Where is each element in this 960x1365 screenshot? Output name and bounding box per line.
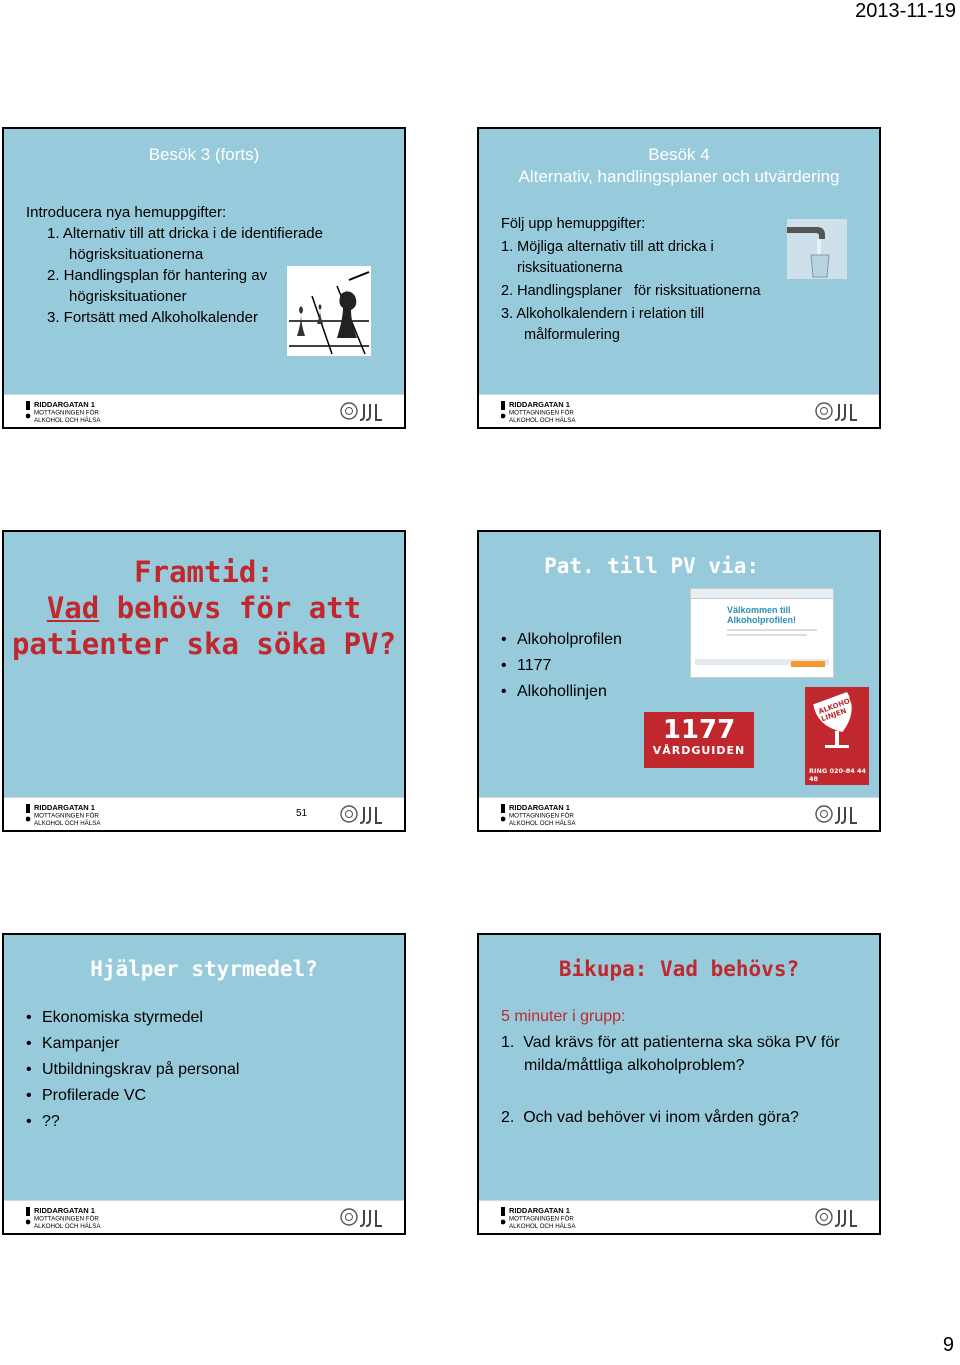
svg-text:ALKOHOL OCH HÄLSA: ALKOHOL OCH HÄLSA <box>34 820 101 826</box>
slide-title: Besök 4 <box>648 145 710 164</box>
question-1-cont: milda/måttliga alkoholproblem? <box>524 1057 745 1074</box>
svg-text:MOTTAGNINGEN FÖR: MOTTAGNINGEN FÖR <box>34 812 99 820</box>
landsting-logos <box>815 400 859 422</box>
slide-footer <box>4 797 404 830</box>
slide-besok-4 <box>477 127 881 429</box>
list-item: 1. Alternativ till att dricka i de identifierade <box>47 225 323 242</box>
alkoholprofilen-screenshot <box>690 588 834 678</box>
slide-footer <box>479 394 879 427</box>
riddargatan-logo <box>26 1205 116 1229</box>
slide-besok-3 <box>2 127 406 429</box>
bullet-list <box>501 627 622 705</box>
svg-text:ALKOHOL OCH HÄLSA: ALKOHOL OCH HÄLSA <box>34 417 101 423</box>
slide-body <box>26 202 326 328</box>
list-item: 2. Handlingsplaner för risksituationerna <box>501 283 761 299</box>
question-2: 2. Och vad behöver vi inom vården göra? <box>501 1109 799 1126</box>
landsting-logos <box>340 803 384 825</box>
slide-number: 51 <box>296 808 308 819</box>
svg-text:RIDDARGATAN 1: RIDDARGATAN 1 <box>509 400 570 409</box>
list-item: målformulering <box>524 327 620 343</box>
svg-text:MOTTAGNINGEN FÖR: MOTTAGNINGEN FÖR <box>509 1215 574 1223</box>
svg-text:MOTTAGNINGEN FÖR: MOTTAGNINGEN FÖR <box>509 409 574 417</box>
water-tap-image <box>787 219 847 279</box>
page-number: 9 <box>942 1334 954 1356</box>
list-item: • 1177 <box>501 653 622 679</box>
chess-illustration <box>287 266 371 356</box>
list-item: • Alkohollinjen <box>501 679 622 705</box>
landsting-logos <box>340 1206 384 1228</box>
list-item: • Profilerade VC <box>26 1083 239 1109</box>
svg-text:ALKOHOL OCH HÄLSA: ALKOHOL OCH HÄLSA <box>509 820 576 826</box>
riddargatan-logo <box>501 1205 591 1229</box>
print-date: 2013-11-19 <box>855 0 956 22</box>
svg-text:MOTTAGNINGEN FÖR: MOTTAGNINGEN FÖR <box>34 1215 99 1223</box>
slide-footer <box>479 797 879 830</box>
list-item: 3. Alkoholkalendern i relation till <box>501 306 705 322</box>
list-item: 3. Fortsätt med Alkoholkalender <box>47 309 258 326</box>
slide-subtitle: Alternativ, handlingsplaner och utvärdering <box>518 167 840 186</box>
slide-pat-till-pv <box>477 530 881 832</box>
slide-title: Framtid: Vad behövs för att patienter ska söka PV? <box>11 555 397 661</box>
slide-title: Pat. till PV via: <box>544 554 759 578</box>
slide-footer <box>4 1200 404 1233</box>
list-item: • ?? <box>26 1109 239 1135</box>
svg-text:ALKOHOL OCH HÄLSA: ALKOHOL OCH HÄLSA <box>509 417 576 423</box>
svg-text:MOTTAGNINGEN FÖR: MOTTAGNINGEN FÖR <box>509 812 574 820</box>
svg-text:RIDDARGATAN 1: RIDDARGATAN 1 <box>34 400 95 409</box>
intro-text: Följ upp hemuppgifter: <box>501 216 646 232</box>
screenshot-heading: Välkommen till Alkoholprofilen! <box>727 605 796 625</box>
svg-text:RIDDARGATAN 1: RIDDARGATAN 1 <box>509 1206 570 1215</box>
list-item: • Utbildningskrav på personal <box>26 1057 239 1083</box>
group-instruction: 5 minuter i grupp: <box>501 1008 626 1025</box>
svg-text:ALKOHOL OCH HÄLSA: ALKOHOL OCH HÄLSA <box>509 1223 576 1229</box>
slide-styrmedel <box>2 933 406 1235</box>
list-item: risksituationerna <box>517 260 623 276</box>
list-item: högrisksituationerna <box>69 246 204 263</box>
list-item: • Kampanjer <box>26 1031 239 1057</box>
svg-text:RIDDARGATAN 1: RIDDARGATAN 1 <box>34 803 95 812</box>
slide-footer <box>479 1200 879 1233</box>
svg-text:RIDDARGATAN 1: RIDDARGATAN 1 <box>34 1206 95 1215</box>
landsting-logos <box>340 400 384 422</box>
underlined-word: Vad <box>46 591 100 625</box>
svg-text:RIDDARGATAN 1: RIDDARGATAN 1 <box>509 803 570 812</box>
riddargatan-logo <box>501 399 591 423</box>
list-item: 1. Möjliga alternativ till att dricka i <box>501 239 714 255</box>
list-item: • Alkoholprofilen <box>501 627 622 653</box>
slide-framtid <box>2 530 406 832</box>
riddargatan-logo <box>26 399 116 423</box>
svg-text:MOTTAGNINGEN FÖR: MOTTAGNINGEN FÖR <box>34 409 99 417</box>
list-item: högrisksituationer <box>69 288 187 305</box>
slide-body <box>501 1005 871 1129</box>
slide-bikupa <box>477 933 881 1235</box>
slide-title: Hjälper styrmedel? <box>90 957 318 981</box>
slide-body <box>501 214 791 346</box>
bullet-list <box>26 1005 239 1135</box>
slide-title: Besök 3 (forts) <box>148 145 260 164</box>
question-1: 1. Vad krävs för att patienterna ska söka PV för <box>501 1034 840 1051</box>
list-item: 2. Handlingsplan för hantering av <box>47 267 268 284</box>
riddargatan-logo <box>26 802 116 826</box>
alkohollinjen-logo: ALKOHOL LINJEN RING 020-84 44 48 <box>805 687 869 785</box>
riddargatan-logo <box>501 802 591 826</box>
landsting-logos <box>815 803 859 825</box>
slide-title: Bikupa: Vad behövs? <box>558 957 800 981</box>
slide-footer <box>4 394 404 427</box>
intro-text: Introducera nya hemuppgifter: <box>26 204 227 221</box>
svg-text:ALKOHOL OCH HÄLSA: ALKOHOL OCH HÄLSA <box>34 1223 101 1229</box>
landsting-logos <box>815 1206 859 1228</box>
list-item: • Ekonomiska styrmedel <box>26 1005 239 1031</box>
vardguiden-1177-logo: 1177 VÅRDGUIDEN <box>644 712 754 768</box>
